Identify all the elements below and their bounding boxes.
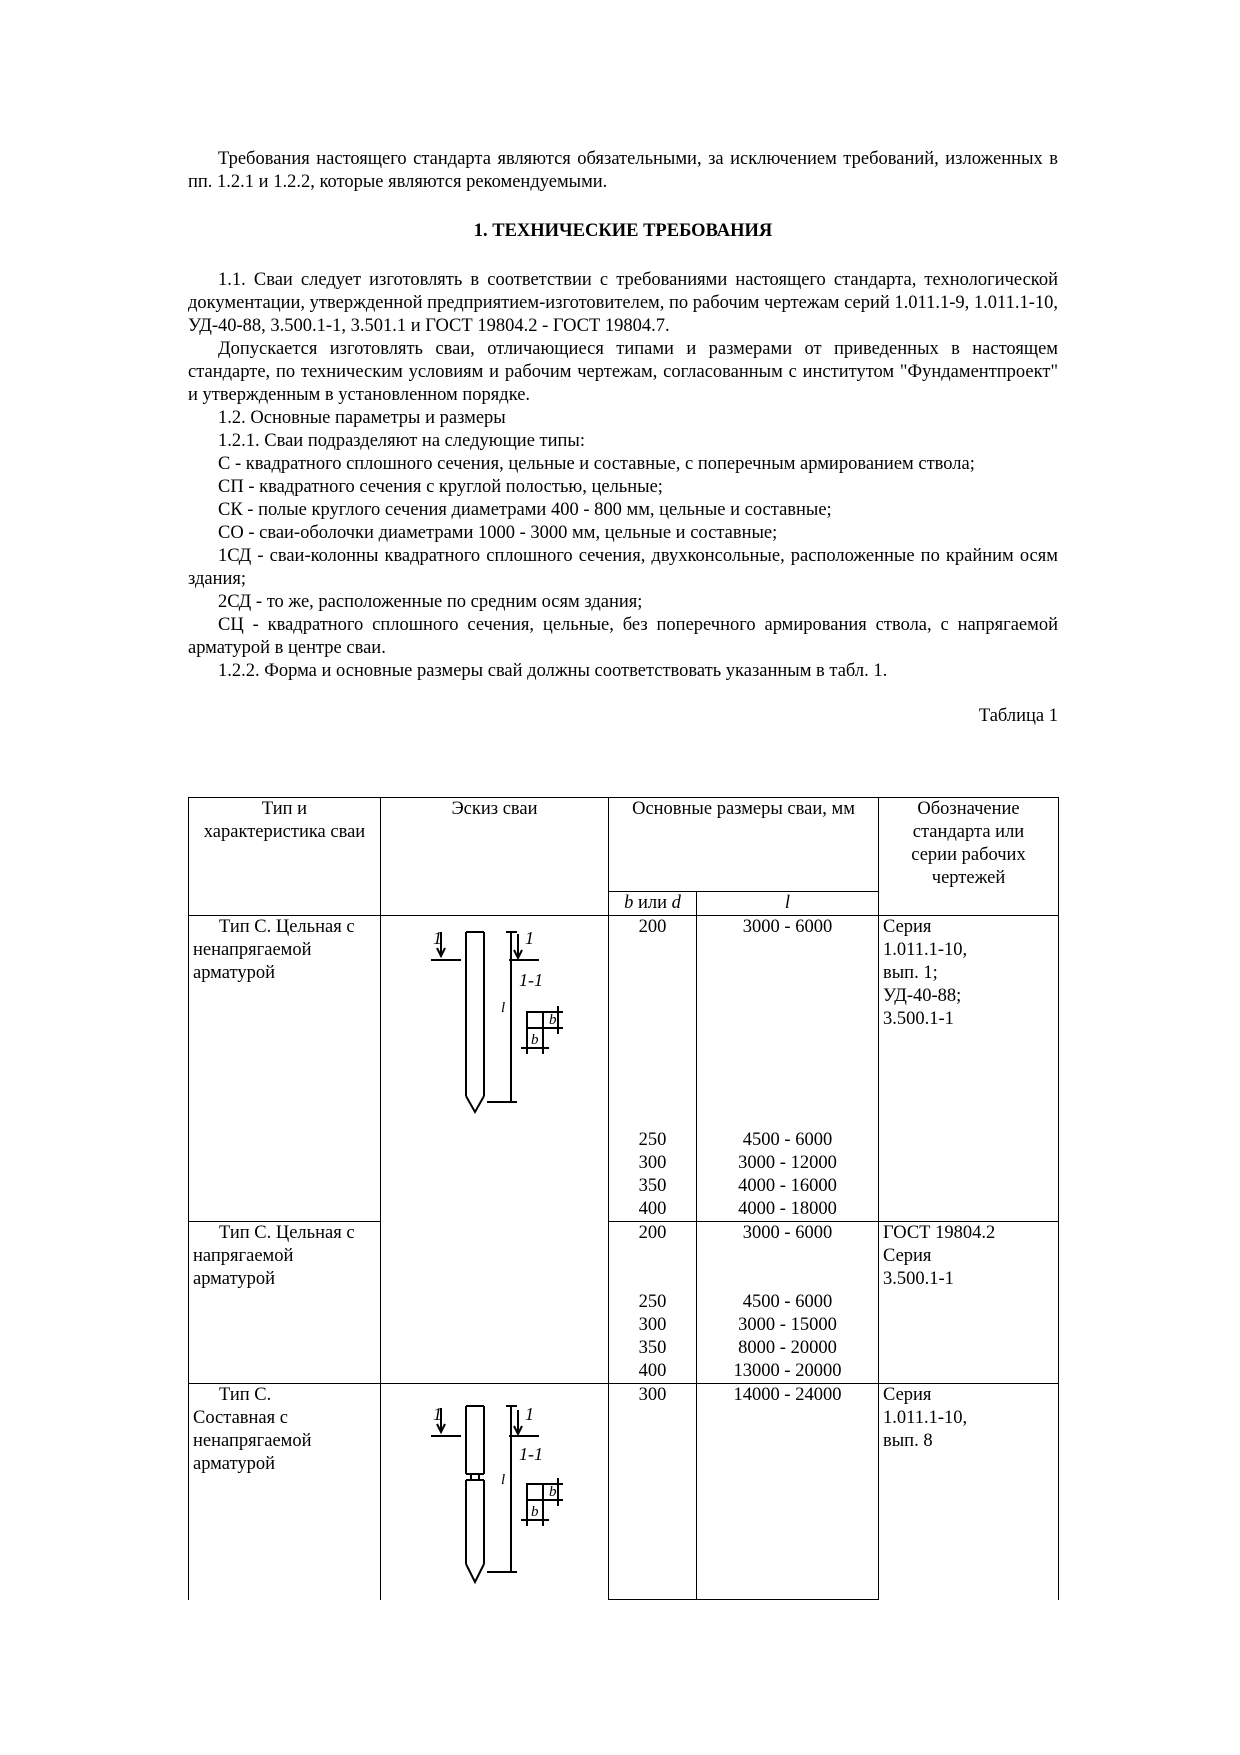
document-page — [188, 148, 1058, 728]
section-title: 1. ТЕХНИЧЕСКИЕ ТРЕБОВАНИЯ — [473, 221, 773, 241]
sketch-composite-pile — [381, 1384, 609, 1600]
svg-text:b: b — [549, 1484, 557, 1500]
row2-l-first: 3000 - 6000 — [697, 1221, 879, 1291]
header-b-or-d: b или d — [609, 892, 697, 916]
row1-b-first: 200 — [609, 916, 697, 1129]
row2-b-first: 200 — [609, 1221, 697, 1291]
svg-text:1: 1 — [433, 928, 442, 948]
svg-text:b: b — [531, 1504, 539, 1520]
row3-b-first: 300 — [609, 1384, 697, 1600]
row1-b-rest: 250 300 350 400 — [609, 1129, 697, 1222]
svg-text:1-1: 1-1 — [519, 970, 543, 990]
svg-text:1: 1 — [433, 1404, 442, 1424]
paragraph-1-2-2: 1.2.2. Форма и основные размеры свай должны соответствовать указанным в табл. 1. — [218, 661, 888, 681]
row3-l-first: 14000 - 24000 — [697, 1384, 879, 1600]
row1-type: Тип С. Цельная с ненапрягаемой арматурой — [189, 916, 381, 1222]
paragraph-type-c: С - квадратного сплошного сечения, цельные и составные, с поперечным армированием ствола; — [218, 454, 975, 474]
svg-text:b: b — [531, 1032, 539, 1048]
paragraph-type-1sd: 1СД - сваи-колонны квадратного сплошного сечения, двухконсольные, расположенные по крайним осям здания; — [188, 546, 1058, 589]
table-caption: Таблица 1 — [978, 706, 1058, 726]
paragraph-type-so: СО - сваи-оболочки диаметрами 1000 - 3000 мм, цельные и составные; — [218, 523, 778, 543]
row1-l-rest: 4500 - 6000 3000 - 12000 4000 - 16000 4000 - 18000 — [697, 1129, 879, 1222]
row1-standard: Серия 1.011.1-10, вып. 1; УД-40-88; 3.500.1-1 — [879, 916, 1059, 1222]
svg-text:1: 1 — [525, 928, 534, 948]
table-header-row — [189, 798, 1059, 892]
paragraph-type-2sd: 2СД - то же, расположенные по средним осям здания; — [218, 592, 643, 612]
row2-b-rest: 250 300 350 400 — [609, 1291, 697, 1384]
header-l: l — [697, 892, 879, 916]
row3-standard: Серия 1.011.1-10, вып. 8 — [879, 1384, 1059, 1600]
header-sketch: Эскиз сваи — [381, 798, 609, 916]
header-dims: Основные размеры сваи, мм — [609, 798, 879, 892]
paragraph-type-sp: СП - квадратного сечения с круглой полостью, цельные; — [218, 477, 663, 497]
row2-standard: ГОСТ 19804.2 Серия 3.500.1-1 — [879, 1221, 1059, 1384]
row3-type: Тип С. Составная с ненапрягаемой арматурой — [189, 1384, 381, 1600]
header-standard: Обозначение стандарта или серии рабочих чертежей — [879, 798, 1059, 916]
row2-type: Тип С. Цельная с напрягаемой арматурой — [189, 1221, 381, 1384]
sketch-solid-pile — [381, 916, 609, 1384]
paragraph-type-sk: СК - полые круглого сечения диаметрами 400 - 800 мм, цельные и составные; — [218, 500, 832, 520]
pile-dimensions-table — [188, 797, 1059, 1600]
paragraph-1-2-1: 1.2.1. Сваи подразделяют на следующие типы: — [218, 431, 586, 451]
row2-l-rest: 4500 - 6000 3000 - 15000 8000 - 20000 13000 - 20000 — [697, 1291, 879, 1384]
pile-sketch-1-icon — [421, 920, 581, 1120]
svg-text:b: b — [549, 1012, 557, 1028]
header-type: Тип и характеристика сваи — [189, 798, 381, 916]
svg-text:l: l — [501, 1472, 506, 1488]
svg-text:1-1: 1-1 — [519, 1444, 543, 1464]
table-row — [189, 916, 1059, 1129]
paragraph-type-sc: СЦ - квадратного сплошного сечения, цельные, без поперечного армирования ствола, с напрягаемой арматурой в центре сваи. — [188, 615, 1058, 658]
svg-text:1: 1 — [525, 1404, 534, 1424]
paragraph-1-2: 1.2. Основные параметры и размеры — [218, 408, 506, 428]
table-row — [189, 1384, 1059, 1600]
table-row — [189, 1221, 1059, 1291]
intro-paragraph: Требования настоящего стандарта являются обязательными, за исключением требований, изложенных в пп. 1.2.1 и 1.2.2, которые являются рекомендуемыми. — [188, 149, 1058, 192]
paragraph-allowed: Допускается изготовлять сваи, отличающиеся типами и размерами от приведенных в настоящем стандарте, по техническим условиям и рабочим чертежам, согласованным с институтом "Фундаментпроект" и утвержденным в установленном порядке. — [188, 339, 1058, 405]
row1-l-first: 3000 - 6000 — [697, 916, 879, 1129]
svg-text:l: l — [501, 1000, 506, 1016]
pile-sketch-2-icon — [421, 1396, 581, 1596]
paragraph-1-1: 1.1. Сваи следует изготовлять в соответствии с требованиями настоящего стандарта, технологической документации, утвержденной предприятием-изготовителем, по рабочим чертежам серий 1.011.1-9, 1.011.1-10, УД-40-88, 3.500.1-1, 3.501.1 и ГОСТ 19804.2 - ГОСТ 19804.7. — [188, 270, 1059, 336]
